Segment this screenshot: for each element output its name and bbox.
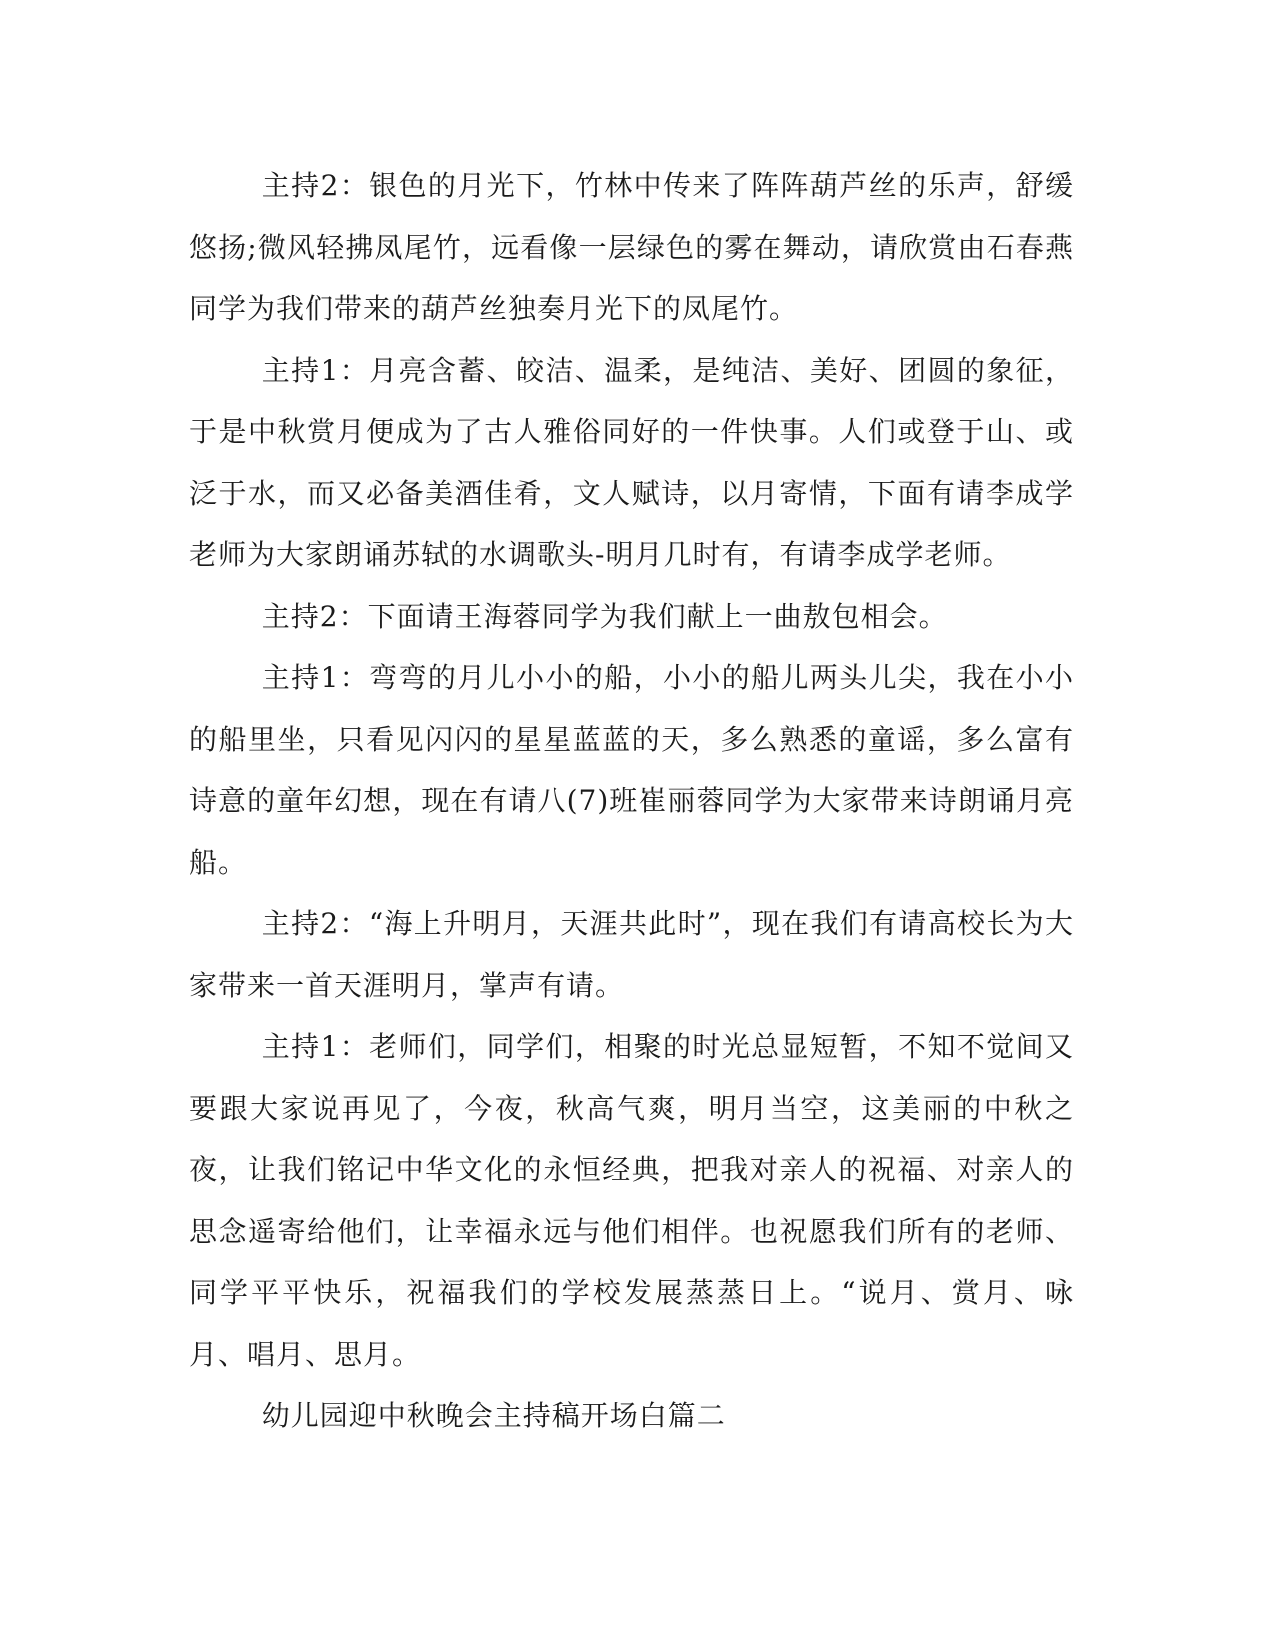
section-heading: 幼儿园迎中秋晚会主持稿开场白篇二 <box>261 1399 726 1432</box>
paragraph-host1-boat: 主持1：弯弯的月儿小小的船，小小的船儿两头儿尖，我在小小的船里坐，只看见闪闪的星星蓝蓝的天，多么熟悉的童谣，多么富有诗意的童年幻想，现在有请八(7)班崔丽蓉同学为大家带来诗朗诵月亮船。 <box>189 661 1074 879</box>
paragraph-host1-moon: 主持1：月亮含蓄、皎洁、温柔，是纯洁、美好、团圆的象征，于是中秋赏月便成为了古人雅俗同好的一件快事。人们或登于山、或泛于水，而又必备美酒佳肴，文人赋诗，以月寄情，下面有请李成学老师为大家朗诵苏轼的水调歌头-明月几时有，有请李成学老师。 <box>189 353 1074 571</box>
paragraph-host2-song: 主持2：下面请王海蓉同学为我们献上一曲敖包相会。 <box>261 599 948 633</box>
paragraph-host1-closing: 主持1：老师们，同学们，相聚的时光总显短暂，不知不觉间又要跟大家说再见了，今夜，秋高气爽，明月当空，这美丽的中秋之夜，让我们铭记中华文化的永恒经典，把我对亲人的祝福、对亲人的思念遥寄给他们，让幸福永远与他们相伴。也祝愿我们所有的老师、同学平平快乐，祝福我们的学校发展蒸蒸日上。“说月、赏月、咏月、唱月、思月。 <box>189 1030 1074 1371</box>
document-body <box>189 155 1074 1447</box>
paragraph-host2-bamboo: 主持2：银色的月光下，竹林中传来了阵阵葫芦丝的乐声，舒缓悠扬;微风轻拂凤尾竹，远看像一层绿色的雾在舞动，请欣赏由石春燕同学为我们带来的葫芦丝独奏月光下的凤尾竹。 <box>189 169 1074 325</box>
paragraph-host2-principal: 主持2：“海上升明月，天涯共此时”，现在我们有请高校长为大家带来一首天涯明月，掌声有请。 <box>189 907 1074 1002</box>
